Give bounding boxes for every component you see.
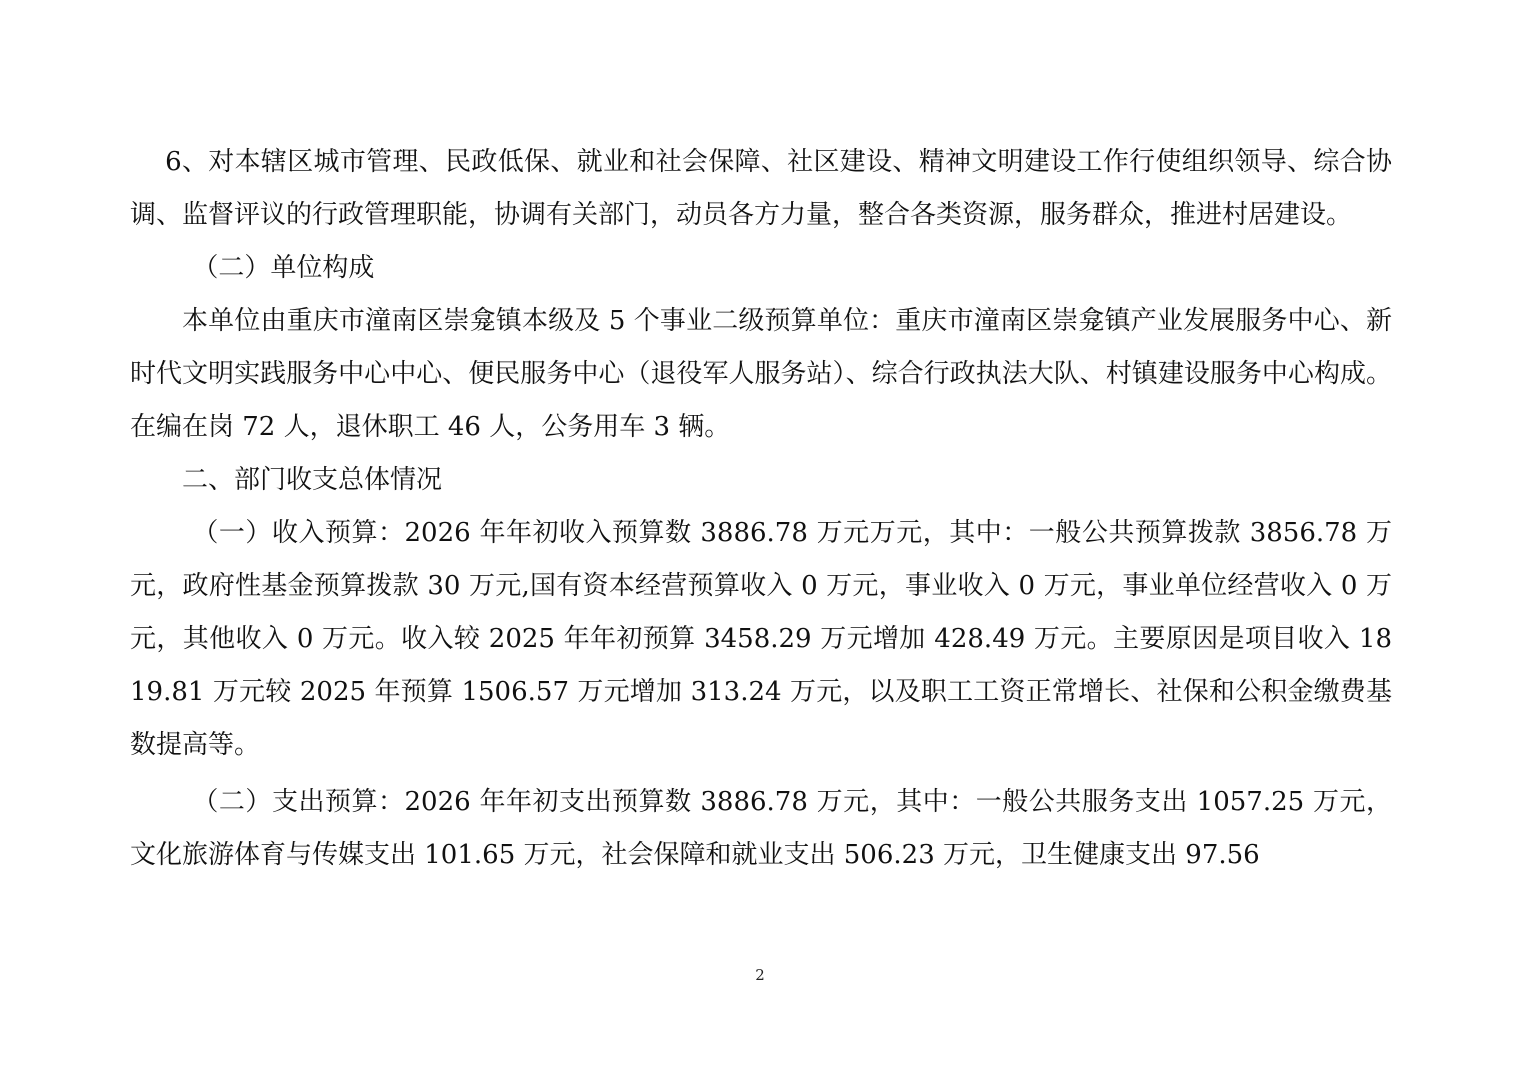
- document-body: [130, 136, 1392, 882]
- heading-budget-overview: 二、部门收支总体情况: [182, 465, 443, 495]
- paragraph-unit-composition: 本单位由重庆市潼南区崇龛镇本级及 5 个事业二级预算单位：重庆市潼南区崇龛镇产业发展服务中心、新时代文明实践服务中心中心、便民服务中心（退役军人服务站）、综合行政执法大队、村镇建设服务中心构成。在编在岗 72 人，退休职工 46 人，公务用车 3 辆。: [130, 306, 1392, 442]
- page-number: 2: [755, 966, 765, 984]
- heading-unit-composition: （二）单位构成: [192, 253, 375, 283]
- paragraph-income-budget: （一）收入预算：2026 年年初收入预算数 3886.78 万元万元，其中：一般公共预算拨款 3856.78 万元，政府性基金预算拨款 30 万元,国有资本经营预算收入 0 万元，事业收入 0 万元，事业单位经营收入 0 万元，其他收入 0 万元。收入较 2025 年年初预算 3458.29 万元增加 428.49 万元。主要原因是项目收入 1819.81 万元较 2025 年预算 1506.57 万元增加 313.24 万元，以及职工工资正常增长、社保和公积金缴费基数提高等。: [130, 518, 1392, 760]
- paragraph-expenditure-budget: （二）支出预算：2026 年年初支出预算数 3886.78 万元，其中：一般公共服务支出 1057.25 万元，文化旅游体育与传媒支出 101.65 万元，社会保障和就业支出 506.23 万元，卫生健康支出 97.56: [130, 787, 1392, 870]
- paragraph-duty-6: 6、对本辖区城市管理、民政低保、就业和社会保障、社区建设、精神文明建设工作行使组织领导、综合协调、监督评议的行政管理职能，协调有关部门，动员各方力量，整合各类资源，服务群众，推进村居建设。: [130, 147, 1392, 230]
